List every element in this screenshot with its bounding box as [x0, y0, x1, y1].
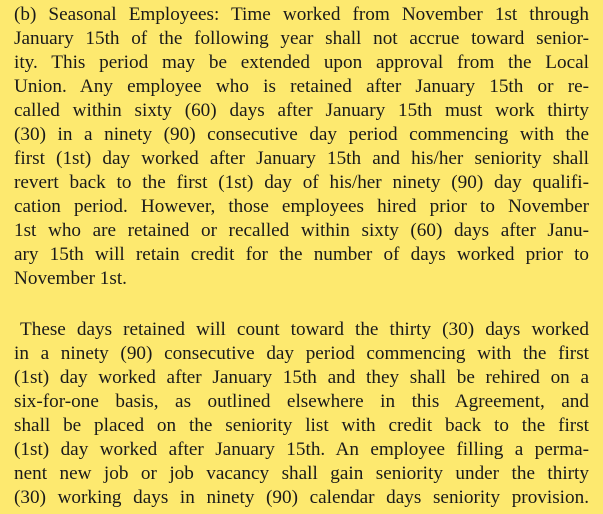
text-line: revert back to the first (1st) day of his/her ninety (90) day qualifi-	[14, 172, 589, 193]
text-line: shall be placed on the seniority list with credit back to the first	[14, 415, 589, 436]
text-line: (1st) day worked after January 15th. An employee filling a perma-	[14, 439, 589, 460]
text-line: nent new job or job vacancy shall gain seniority under the thirty	[14, 463, 589, 484]
text-line: first (1st) day worked after January 15th and his/her seniority shall	[14, 148, 589, 169]
text-line: These days retained will count toward the thirty (30) days worked	[20, 319, 589, 340]
text-line: (1st) day worked after January 15th and they shall be rehired on a	[14, 367, 589, 388]
text-line: November 1st.	[14, 268, 127, 289]
text-line: (30) working days in ninety (90) calendar days seniority provision.	[14, 487, 589, 508]
text-line: in a ninety (90) consecutive day period commencing with the first	[14, 343, 589, 364]
text-line: cation period. However, those employees hired prior to November	[14, 196, 589, 217]
text-line: six-for-one basis, as outlined elsewhere in this Agreement, and	[14, 391, 589, 412]
text-line: (30) in a ninety (90) consecutive day period commencing with the	[14, 124, 589, 145]
text-line: 1st who are retained or recalled within sixty (60) days after Janu-	[14, 220, 589, 241]
text-line: Union. Any employee who is retained after January 15th or re-	[14, 76, 589, 97]
text-line: January 15th of the following year shall not accrue toward senior-	[14, 28, 589, 49]
text-line: ary 15th will retain credit for the number of days worked prior to	[14, 244, 589, 265]
text-line: called within sixty (60) days after January 15th must work thirty	[14, 100, 589, 121]
text-line: (b) Seasonal Employees: Time worked from November 1st through	[14, 4, 589, 25]
text-line: ity. This period may be extended upon approval from the Local	[14, 52, 589, 73]
